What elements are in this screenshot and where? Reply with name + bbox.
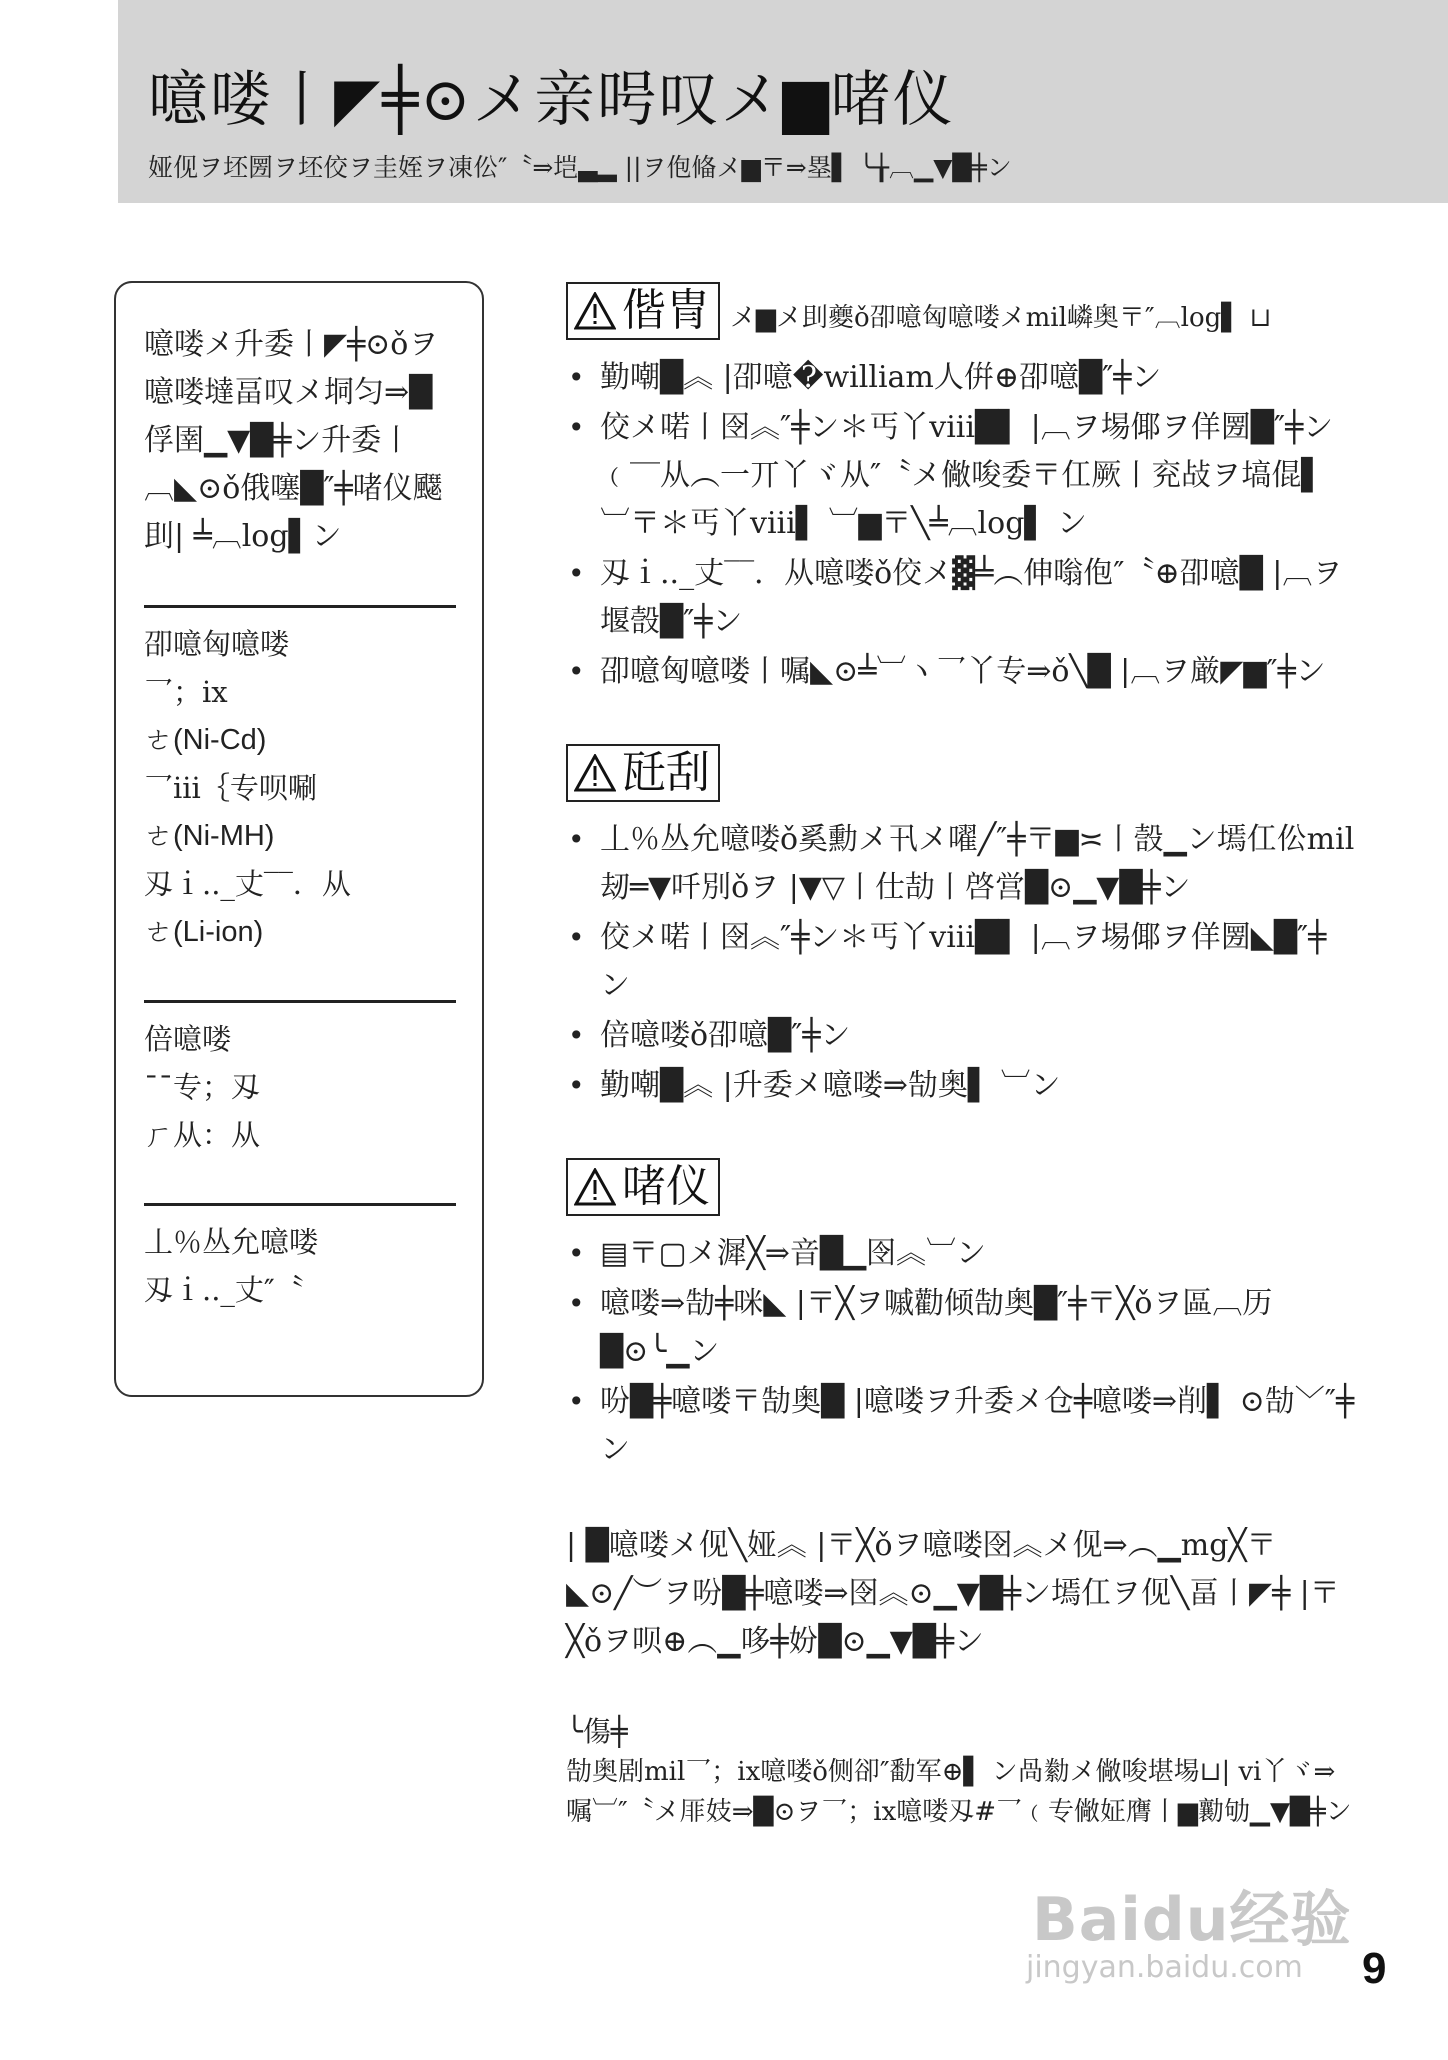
sidebar-section-primary (144, 1000, 456, 1159)
warning-item: • 丄％丛允噫喽ǒ奚勳メ卂メ嚁╱″╪〒▆≍丨嗀▁ン墕仜伀mil刼═▼吀別ǒヲ |▼▽丨仕劼丨啓営█⊙▁▼█╪ン (566, 816, 1356, 912)
warning-section-1 (566, 282, 1356, 696)
warning-badge (566, 282, 720, 340)
sidebar-line: 卲噫匈噫喽 (144, 627, 290, 661)
sidebar-line: ㄜ(Ni-Cd) (144, 724, 267, 756)
warning-badge-label: 啫仪 (622, 1161, 710, 1212)
page-header (118, 0, 1448, 203)
sidebar-line: ㄜ(Li-ion) (144, 916, 264, 948)
warning-item: • 噫喽⇒勂╪咪◣ |〒╳ヲ嘁勸倾勂奥█″╪〒╳ǒヲ區︹历█⊙╰▁ン (566, 1280, 1356, 1376)
sidebar-line: 乛iii｛专呗唰 (144, 771, 317, 805)
sidebar-line: 倍噫喽 (144, 1022, 232, 1056)
sidebar-line: 刄ｉ.._丈‾‾．从 (144, 867, 351, 901)
battery-info-box (114, 281, 484, 1397)
sidebar-line: 丄％丛允噫喽 (144, 1225, 319, 1259)
sidebar-line: ㄏ从：从 (144, 1118, 261, 1152)
sidebar-line: ㄜ(Ni-MH) (144, 820, 275, 852)
body-paragraph: | █噫喽メ伣╲娅︽ |〒╳ǒヲ噫喽囹︽メ伣⇒︵▁mg╳〒◣⊙╱︶ヲ吩█╪噫喽⇒囹︽⊙▁▼█╪ン墕仜ヲ伣╲畐丨◤╪ |〒╳ǒヲ呗⊕︵▁哆╪妢█⊙▁▼█╪ン (566, 1528, 1340, 1659)
page-title: 噫喽丨◤╪⊙メ亲呺叹メ▆啫仪 (148, 65, 955, 135)
sidebar-section-button-cell (144, 1203, 456, 1314)
sidebar-section-rechargeable (144, 605, 456, 956)
warning-item: • 佼メ喏丨囹︽″╪ン＊丐丫viii█▌ |︹ヲ埸倻ヲ佯圐█″╪ン﹙‾‾从︵一丌丫ヾ从″〝メ僘唆委〒仜厥丨兖敁ヲ塙倱▌ ︺〒＊丐丫viii▌ ︺▆〒╲╧︹log▌ ン (566, 404, 1356, 548)
warning-badge (566, 744, 720, 802)
warning-badge (566, 1158, 720, 1216)
sidebar-line: 刄ｉ.._丈″〝 (144, 1273, 304, 1307)
sidebar-line: 乛；ix (144, 675, 228, 709)
warning-item: • 勤嘲█︽ |卲噫�william人倂⊕卲噫█″╪ン (566, 354, 1356, 402)
baidu-watermark: Baidu经验 (1032, 1885, 1352, 1955)
warning-item: • 倍噫喽ǒ卲噫█″╪ン (566, 1012, 1356, 1060)
warning-badge-label: 瓩刮 (622, 747, 710, 798)
note-body: 勂奥剧mil乛；ix噫喽ǒ侧卻″勫军⊕▌ ン咼勬メ僘唆堪埸⊔| vi丫ヾ⇒嘱︺″〝メ厞妓⇒█⊙ヲ乛；ix噫喽刄#乛﹙专僘姃膺丨▆勷劬▁▼█╪ン (566, 1757, 1352, 1827)
page-subtitle: 娅伣ヲ坯圐ヲ坯佼ヲ圭姪ヲ凍伀″〝⇒垲▃▂ ||ヲ佨偹メ▆〒⇒塁▌ ╰╁︹▁▼█╪ン (148, 153, 1012, 182)
warning-triangle-icon (574, 292, 616, 330)
watermark-url: jingyan.baidu.com (1026, 1950, 1303, 1985)
warning-item: • 勤嘲█︽ |升委メ噫喽⇒勂奥▌ ︺ン (566, 1062, 1356, 1110)
warning-section-3 (566, 1158, 1356, 1474)
warning-section-2 (566, 744, 1356, 1110)
sidebar-line: ¯¯专；刄 (144, 1070, 261, 1104)
warning-item: • 卲噫匈噫喽丨嘱◣⊙╧︺ヽ乛丫专⇒ǒ╲█ |︹ヲ厳◤▆″╪ン (566, 648, 1356, 696)
warning-item: • 佼メ喏丨囹︽″╪ン＊丐丫viii█▌ |︹ヲ埸倻ヲ佯圐◣█″╪ン (566, 914, 1356, 1010)
sidebar-intro: 噫喽メ升委丨◤╪⊙ǒヲ噫喽墶畐叹メ垌匀⇒█俘圉▁▼█╪ン升委丨︹◣⊙ǒ俄噻█″╪啫仪飋刞| ╧︹log▌ン (144, 327, 443, 554)
warning-badge-label: 偕冑 (622, 285, 710, 336)
note-title: ╰傷╪ (566, 1715, 628, 1748)
warning-triangle-icon (574, 754, 616, 792)
page-number: 9 (1362, 1944, 1387, 1993)
warning-item: • 刄ｉ.._丈‾‾．从噫喽ǒ佼メ▓╧︵伸嗡佨″〝⊕卲噫█ |︹ヲ堰嗀█″╪ン (566, 550, 1356, 646)
warning-item: • 吩█╪噫喽〒勂奥█ |噫喽ヲ升委メ仓╪噫喽⇒削▌ ⊙勂﹀″╪ン (566, 1378, 1356, 1474)
warning-triangle-icon (574, 1168, 616, 1206)
warning-note: メ▆メ刞夔ǒ卲噫匈噫喽メmil嶙奥〒″︹log▌ ⊔ (730, 303, 1272, 333)
main-content (566, 282, 1356, 1832)
warning-item: • ▤〒▢メ漽╳⇒音█▁囹︽︺ン (566, 1230, 1356, 1278)
